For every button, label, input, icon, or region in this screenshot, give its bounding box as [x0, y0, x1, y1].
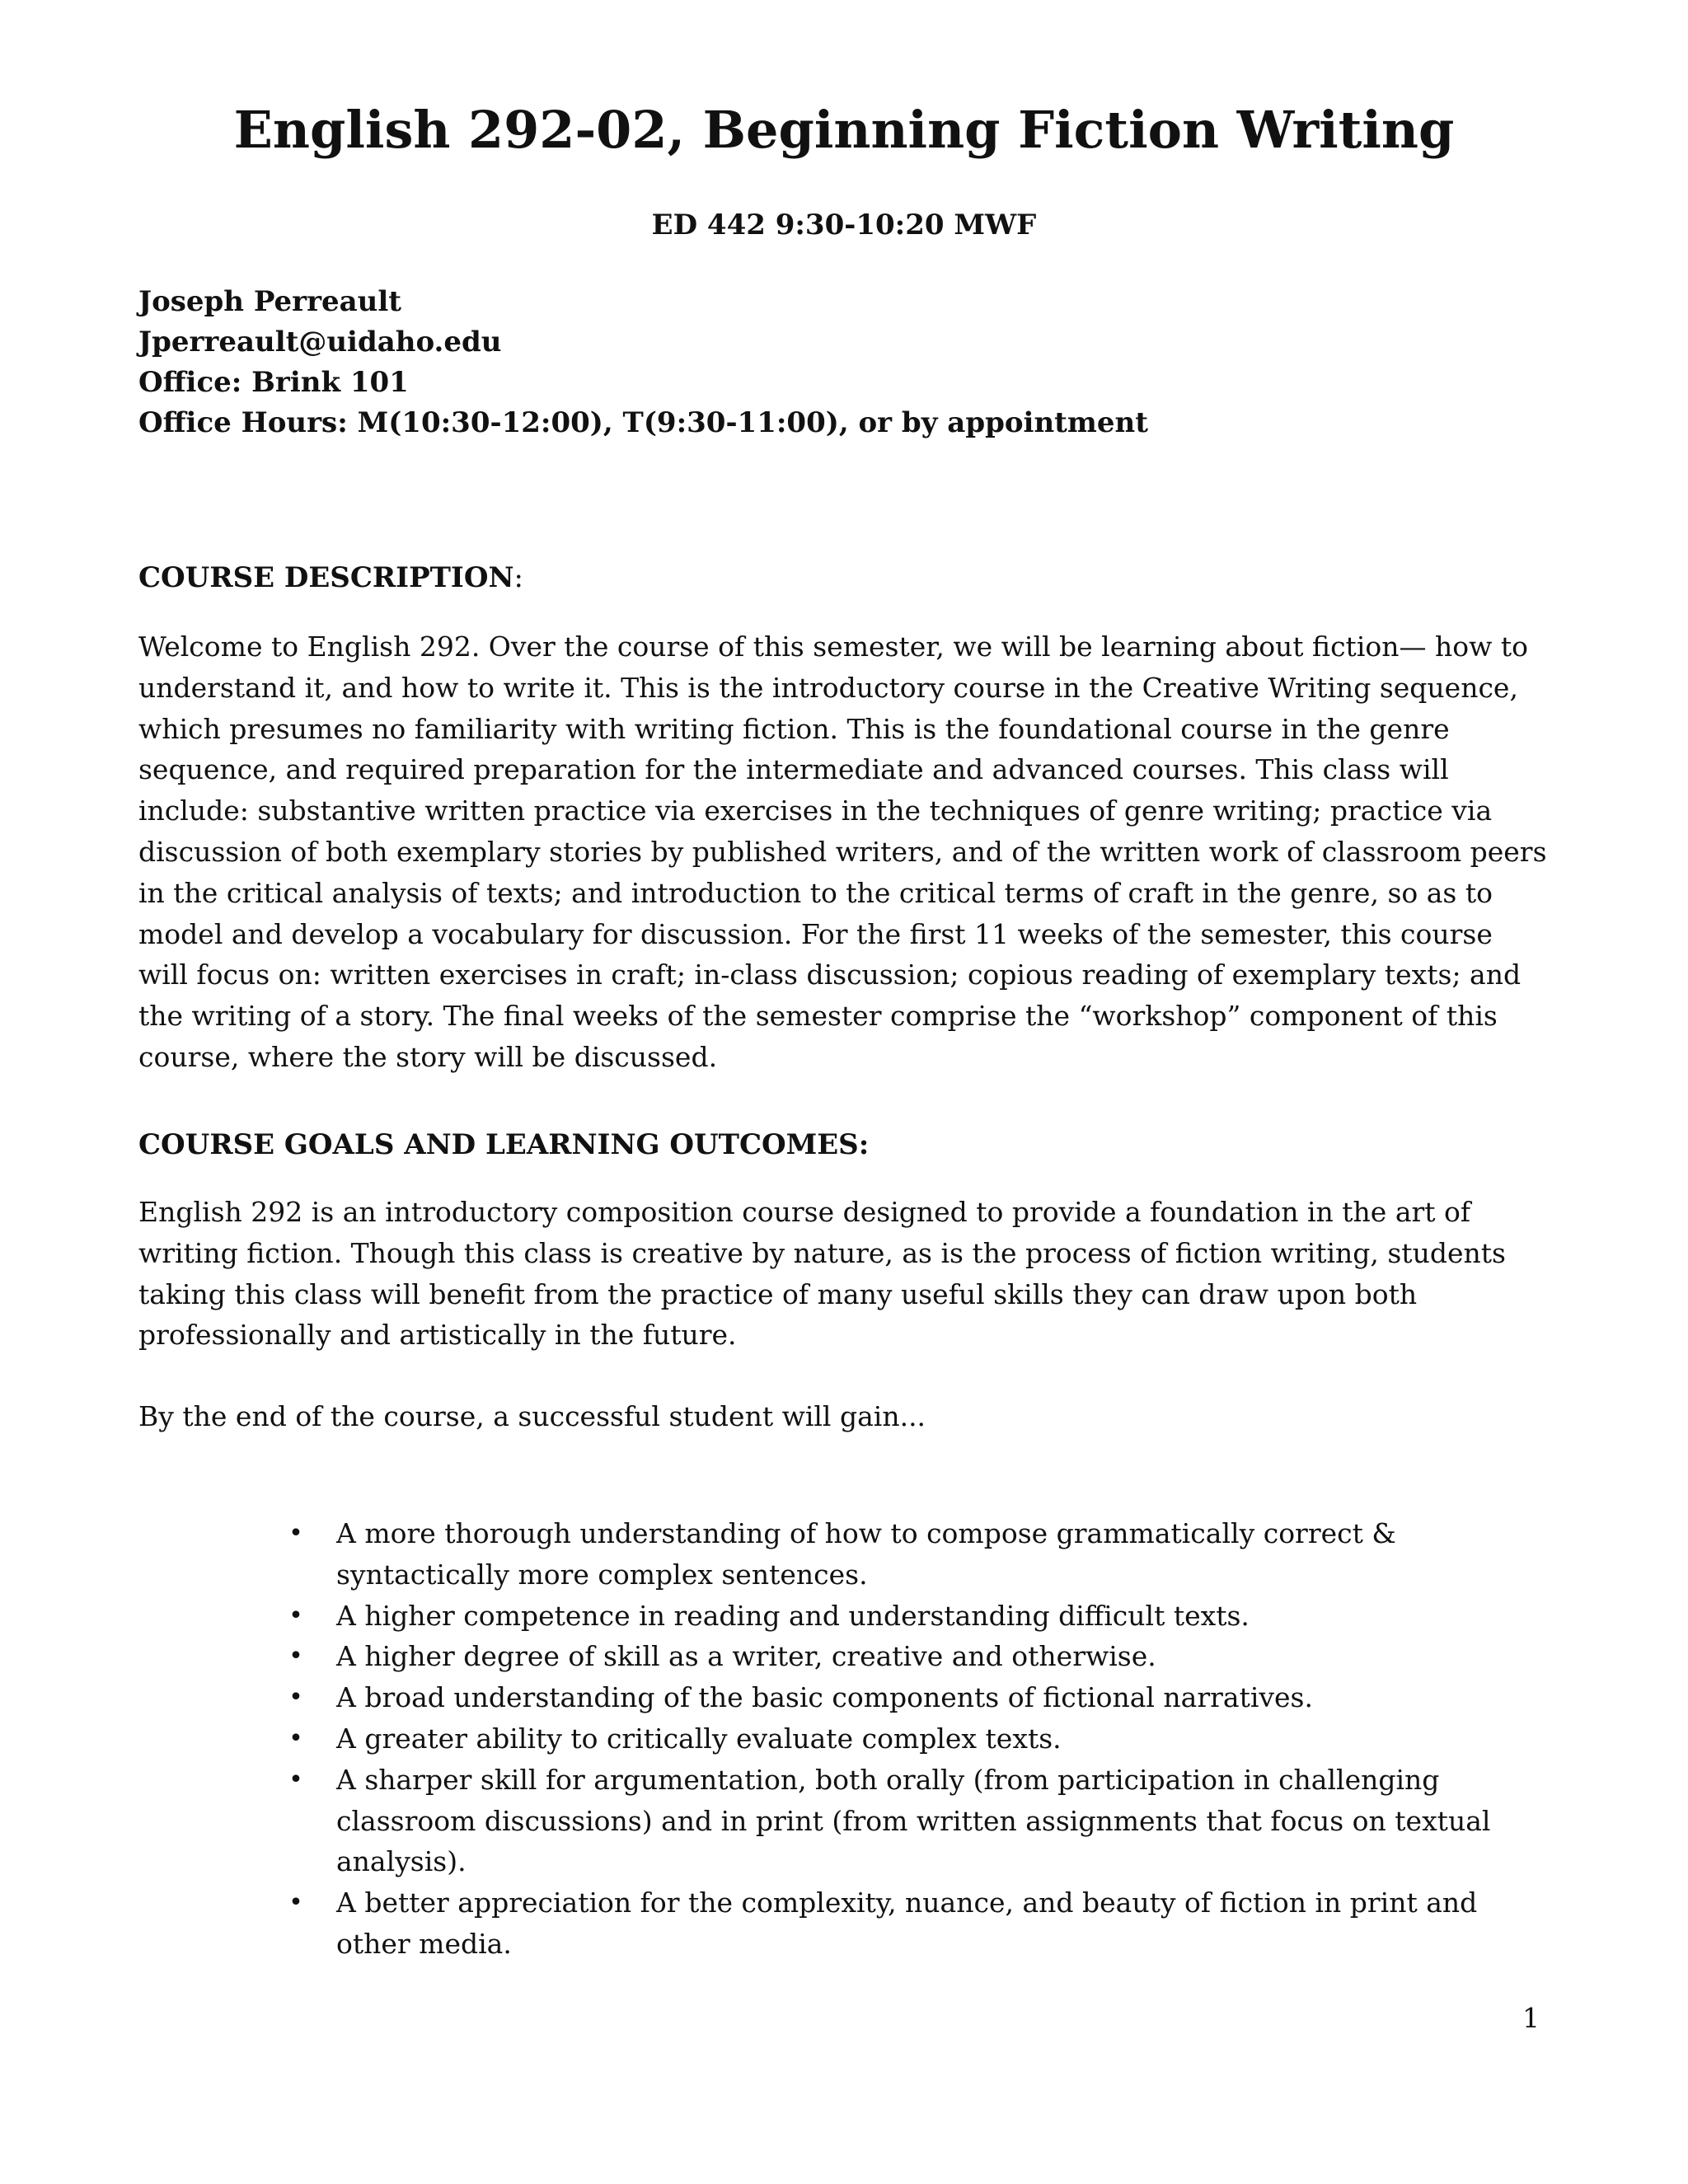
list-item	[284, 1882, 1553, 1965]
instructor-office: Office: Brink 101	[138, 366, 409, 399]
outcomes-lead-in: By the end of the course, a successful student will gain...	[138, 1400, 926, 1432]
list-item	[284, 1760, 1553, 1882]
outcome-text: A higher degree of skill as a writer, creative and otherwise.	[336, 1640, 1156, 1673]
page-title: English 292-02, Beginning Fiction Writing	[233, 100, 1455, 160]
instructor-contact-block	[138, 282, 1550, 443]
course-goals-heading: COURSE GOALS AND LEARNING OUTCOMES:	[138, 1128, 870, 1161]
list-item	[284, 1718, 1553, 1760]
instructor-name: Joseph Perreault	[138, 285, 401, 318]
course-description-paragraph: Welcome to English 292. Over the course of this semester, we will be learning about fiction— how to understand it, and how to write it. This is the introductory course in the Creative Writing sequence, which presumes no familiarity with writing fiction. This is the foundational course in the genre sequence, and required preparation for the intermediate and advanced courses. This class will include: substantive written practice via exercises in the techniques of genre writing; practice via discussion of both exemplary stories by published writers, and of the written work of classroom peers in the critical analysis of texts; and introduction to the critical terms of craft in the genre, so as to model and develop a vocabulary for discussion. For the first 11 weeks of the semester, this course will focus on: written exercises in craft; in-class discussion; copious reading of exemplary texts; and the writing of a story. The final weeks of the semester comprise the “workshop” component of this course, where the story will be discussed.	[138, 630, 1547, 1073]
bullet-icon: •	[288, 1723, 303, 1753]
learning-outcomes-list	[284, 1513, 1553, 1965]
list-item	[284, 1677, 1553, 1718]
class-schedule: ED 442 9:30-10:20 MWF	[651, 209, 1037, 241]
bullet-icon: •	[288, 1642, 303, 1671]
page-number: 1	[1522, 2002, 1540, 2034]
course-description-heading	[138, 557, 1550, 598]
outcome-text: A sharper skill for argumentation, both orally (from participation in challenging classroom discussions) and in print (from written assignments that focus on textual analysis).	[336, 1763, 1491, 1878]
outcome-text: A more thorough understanding of how to compose grammatically correct & syntactically more complex sentences.	[336, 1517, 1396, 1591]
instructor-office-hours: Office Hours: M(10:30-12:00), T(9:30-11:00), or by appointment	[138, 406, 1148, 439]
instructor-email: Jperreault@uidaho.edu	[138, 326, 502, 359]
list-item	[284, 1513, 1553, 1596]
course-description-heading-colon: :	[513, 561, 523, 594]
bullet-icon: •	[288, 1888, 303, 1918]
course-description-heading-text: COURSE DESCRIPTION	[138, 561, 514, 594]
bullet-icon: •	[288, 1601, 303, 1630]
list-item	[284, 1596, 1553, 1637]
list-item	[284, 1636, 1553, 1677]
outcome-text: A broad understanding of the basic components of fictional narratives.	[336, 1681, 1313, 1714]
outcome-text: A better appreciation for the complexity, nuance, and beauty of fiction in print and other media.	[336, 1886, 1478, 1960]
bullet-icon: •	[288, 1765, 303, 1794]
outcome-text: A greater ability to critically evaluate complex texts.	[336, 1722, 1062, 1755]
bullet-icon: •	[288, 1683, 303, 1713]
outcome-text: A higher competence in reading and understanding difficult texts.	[336, 1599, 1250, 1632]
course-goals-intro-paragraph: English 292 is an introductory composition course designed to provide a foundation in the art of writing fiction. Though this class is creative by nature, as is the process of fiction writing, students taking this class will benefit from the practice of many useful skills they can draw upon both professionally and artistically in the future.	[138, 1196, 1506, 1352]
bullet-icon: •	[288, 1519, 303, 1548]
